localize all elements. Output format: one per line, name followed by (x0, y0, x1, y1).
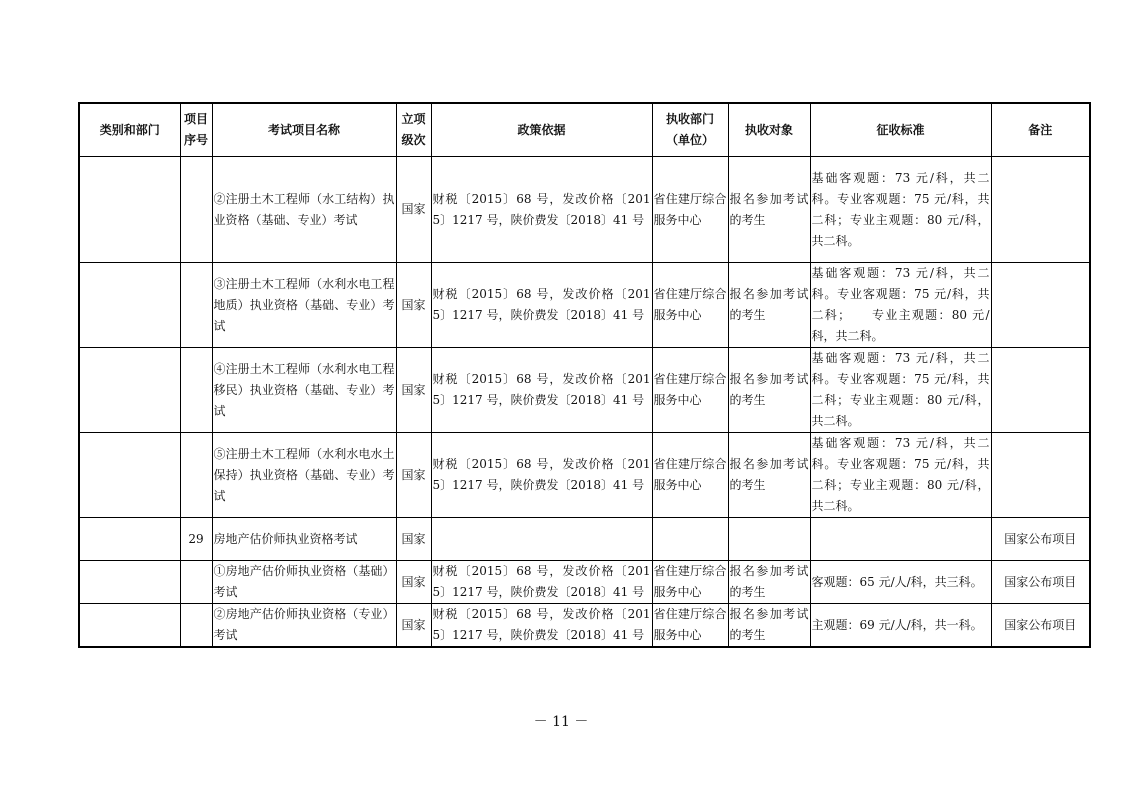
table-row (79, 433, 1090, 518)
cell-remark: 国家公布项目 (991, 561, 1090, 604)
cell-category (79, 433, 180, 518)
cell-level: 国家 (396, 518, 431, 561)
cell-remark (991, 263, 1090, 348)
cell-seq (180, 433, 212, 518)
cell-target: 报名参加考试的考生 (728, 433, 810, 518)
cell-policy: 财税〔2015〕68 号，发改价格〔2015〕1217 号，陕价费发〔2018〕41 号 (431, 561, 652, 604)
cell-target (728, 518, 810, 561)
table-row (79, 518, 1090, 561)
table-row (79, 604, 1090, 648)
fee-table (78, 102, 1091, 648)
header-standard: 征收标准 (810, 103, 991, 157)
cell-policy (431, 518, 652, 561)
cell-seq (180, 263, 212, 348)
cell-seq: 29 (180, 518, 212, 561)
cell-dept: 省住建厅综合服务中心 (652, 263, 728, 348)
header-remark: 备注 (991, 103, 1090, 157)
cell-target: 报名参加考试的考生 (728, 263, 810, 348)
cell-remark: 国家公布项目 (991, 518, 1090, 561)
cell-standard: 基础客观题：73 元/科，共二科。专业客观题：75 元/科，共二科；专业主观题：80 元/科，共二科。 (810, 433, 991, 518)
cell-seq (180, 604, 212, 648)
cell-standard: 基础客观题：73 元/科，共二科。专业客观题：75 元/科，共二科； 专业主观题：80 元/科，共二科。 (810, 263, 991, 348)
cell-level: 国家 (396, 604, 431, 648)
cell-name: ⑤注册土木工程师（水利水电水土保持）执业资格（基础、专业）考试 (212, 433, 396, 518)
cell-level: 国家 (396, 263, 431, 348)
cell-target: 报名参加考试的考生 (728, 561, 810, 604)
cell-remark (991, 157, 1090, 263)
cell-category (79, 263, 180, 348)
cell-policy: 财税〔2015〕68 号，发改价格〔2015〕1217 号，陕价费发〔2018〕41 号 (431, 348, 652, 433)
cell-name: 房地产估价师执业资格考试 (212, 518, 396, 561)
cell-category (79, 157, 180, 263)
cell-standard: 基础客观题：73 元/科，共二科。专业客观题：75 元/科，共二科；专业主观题：80 元/科，共二科。 (810, 348, 991, 433)
cell-name: ③注册土木工程师（水利水电工程地质）执业资格（基础、专业）考试 (212, 263, 396, 348)
header-policy: 政策依据 (431, 103, 652, 157)
cell-policy: 财税〔2015〕68 号，发改价格〔2015〕1217 号，陕价费发〔2018〕41 号 (431, 157, 652, 263)
cell-standard (810, 518, 991, 561)
header-row (79, 103, 1090, 157)
cell-level: 国家 (396, 433, 431, 518)
cell-level: 国家 (396, 348, 431, 433)
cell-name: ②房地产估价师执业资格（专业）考试 (212, 604, 396, 648)
cell-name: ②注册土木工程师（水工结构）执业资格（基础、专业）考试 (212, 157, 396, 263)
cell-category (79, 518, 180, 561)
header-seq: 项目 序号 (180, 103, 212, 157)
cell-remark: 国家公布项目 (991, 604, 1090, 648)
cell-standard: 客观题：65 元/人/科，共三科。 (810, 561, 991, 604)
cell-category (79, 348, 180, 433)
table-row (79, 157, 1090, 263)
cell-level: 国家 (396, 157, 431, 263)
header-target: 执收对象 (728, 103, 810, 157)
table-row (79, 348, 1090, 433)
cell-dept: 省住建厅综合服务中心 (652, 561, 728, 604)
cell-target: 报名参加考试的考生 (728, 157, 810, 263)
cell-policy: 财税〔2015〕68 号，发改价格〔2015〕1217 号，陕价费发〔2018〕41 号 (431, 433, 652, 518)
header-dept: 执收部门 （单位） (652, 103, 728, 157)
cell-target: 报名参加考试的考生 (728, 348, 810, 433)
page-number: － 11 － (533, 714, 589, 730)
table-row (79, 263, 1090, 348)
cell-dept: 省住建厅综合服务中心 (652, 604, 728, 648)
cell-standard: 主观题：69 元/人/科，共一科。 (810, 604, 991, 648)
cell-standard: 基础客观题：73 元/科，共二科。专业客观题：75 元/科，共二科；专业主观题：80 元/科，共二科。 (810, 157, 991, 263)
cell-policy: 财税〔2015〕68 号，发改价格〔2015〕1217 号，陕价费发〔2018〕41 号 (431, 263, 652, 348)
cell-category (79, 604, 180, 648)
cell-dept: 省住建厅综合服务中心 (652, 157, 728, 263)
cell-name: ④注册土木工程师（水利水电工程移民）执业资格（基础、专业）考试 (212, 348, 396, 433)
cell-seq (180, 348, 212, 433)
cell-target: 报名参加考试的考生 (728, 604, 810, 648)
cell-policy: 财税〔2015〕68 号，发改价格〔2015〕1217 号，陕价费发〔2018〕41 号 (431, 604, 652, 648)
cell-remark (991, 433, 1090, 518)
table-row (79, 561, 1090, 604)
cell-name: ①房地产估价师执业资格（基础）考试 (212, 561, 396, 604)
cell-dept (652, 518, 728, 561)
header-name: 考试项目名称 (212, 103, 396, 157)
cell-remark (991, 348, 1090, 433)
cell-dept: 省住建厅综合服务中心 (652, 433, 728, 518)
cell-level: 国家 (396, 561, 431, 604)
cell-seq (180, 157, 212, 263)
header-level: 立项 级次 (396, 103, 431, 157)
cell-dept: 省住建厅综合服务中心 (652, 348, 728, 433)
cell-seq (180, 561, 212, 604)
header-category: 类别和部门 (79, 103, 180, 157)
cell-category (79, 561, 180, 604)
